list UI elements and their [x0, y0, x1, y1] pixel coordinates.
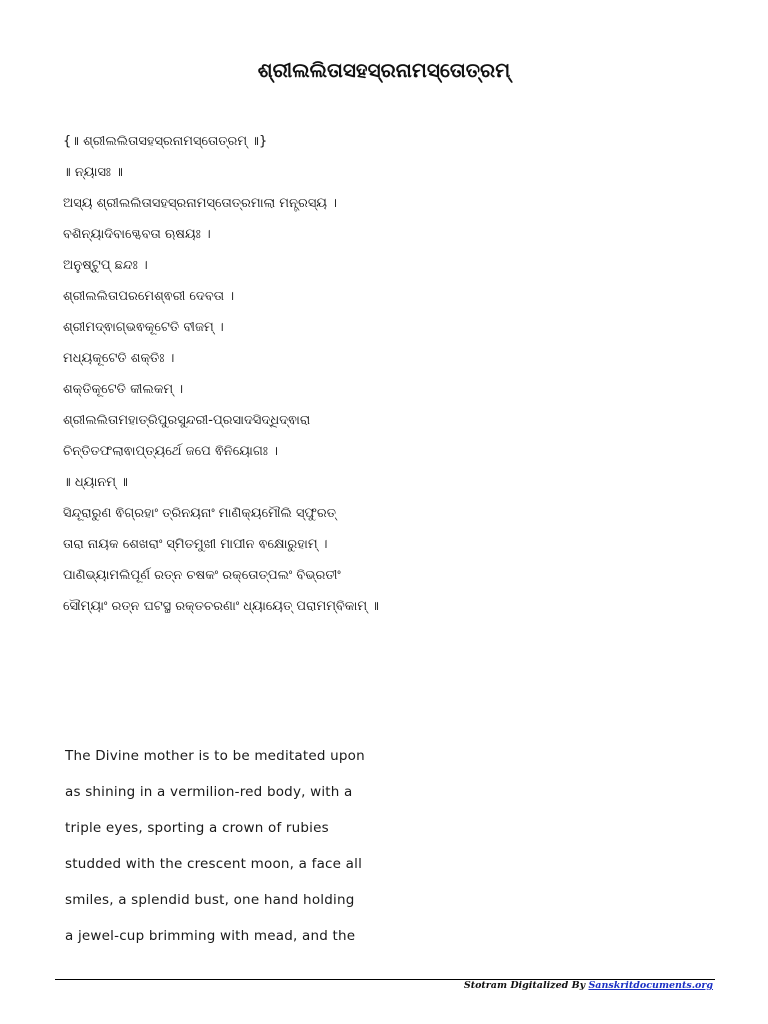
verse-line: ପାଣିଭ୍ୟାମଲିପୂର୍ଣ ରତ୍ନ ଚଷକଂ ରକ୍ତୋତ୍ପଲଂ ବିଭ୍ରତୀଂ: [63, 568, 341, 583]
verse-block: [63, 126, 379, 622]
translation-block: [65, 738, 365, 954]
footer-credit: [464, 980, 713, 991]
verse-line: ଶ୍ରୀମଦ୍ଵାଗ୍ଭଵକୂଟେତି ବୀଜମ୍ ।: [63, 320, 224, 335]
translation-line: triple eyes, sporting a crown of rubies: [65, 820, 329, 836]
verse-line: ॥ ନ୍ୟାସଃ ॥: [63, 165, 123, 180]
verse-line: ବଶିନ୍ୟାଦିବାଗ୍ଦେବତା ଋଷୟଃ ।: [63, 227, 211, 242]
verse-line: ॥ ଧ୍ୟାନମ୍ ॥: [63, 475, 128, 490]
verse-line: ସୌମ୍ୟାଂ ରତ୍ନ ଘଟସ୍ଥ ରକ୍ତଚରଣାଂ ଧ୍ୟାୟେତ୍ ପରାମମ୍ବିକାମ୍ ॥: [63, 599, 379, 614]
translation-line: studded with the crescent moon, a face all: [65, 856, 363, 872]
footer-source-link[interactable]: Sanskritdocuments.org: [588, 980, 713, 991]
translation-line: as shining in a vermilion-red body, with a: [65, 784, 353, 800]
verse-line: ମଧ୍ୟକୂଟେତି ଶକ୍ତିଃ ।: [63, 351, 175, 366]
verse-line: ତାରା ନାୟକ ଶେଖରାଂ ସ୍ମିତମୁଖୀ ମାପୀନ ଵକ୍ଷୋରୁହାମ୍ ।: [63, 537, 328, 552]
verse-line: ଅସ୍ୟ ଶ୍ରୀଲଲିତାସହସ୍ରନାମସ୍ତୋତ୍ରମାଲା ମନ୍ତ୍ରସ୍ୟ ।: [63, 196, 337, 211]
translation-line: a jewel-cup brimming with mead, and the: [65, 928, 356, 944]
footer-credit-text: Stotram Digitalized By: [463, 980, 589, 991]
verse-line: ଅନୁଷ୍ଟୁପ୍ ଛନ୍ଦଃ ।: [63, 258, 148, 273]
verse-line: {॥ ଶ୍ରୀଲଲିତାସହସ୍ରନାମସ୍ତୋତ୍ରମ୍ ॥}: [63, 134, 268, 149]
verse-line: ଶ୍ରୀଲଲିତାମହାତ୍ରିପୁରସୁନ୍ଦରୀ-ପ୍ରସାଦସିଦ୍ଧିଦ୍ଵାରା: [63, 413, 311, 428]
translation-line: The Divine mother is to be meditated upon: [65, 748, 365, 764]
verse-line: ଶ୍ରୀଲଲିତାପରମେଶ୍ଵରୀ ଦେବତା ।: [63, 289, 235, 304]
verse-line: ଚିନ୍ତିତଫଲାଵାପ୍ତ୍ୟର୍ଥେ ଜପେ ଵିନିୟୋଗଃ ।: [63, 444, 278, 459]
verse-line: ଶକ୍ତିକୂଟେତି କୀଲକମ୍ ।: [63, 382, 184, 397]
translation-line: smiles, a splendid bust, one hand holding: [65, 892, 355, 908]
page-title: ଶ୍ରୀଲଲିତାସହସ୍ରନାମସ୍ତୋତ୍ରମ୍: [257, 58, 511, 82]
verse-line: ସିନ୍ଦୂରାରୁଣ ଵିଗ୍ରହାଂ ତ୍ରିନୟନାଂ ମାଣିକ୍ୟମୌଲି ସ୍ଫୁରତ୍: [63, 506, 337, 521]
